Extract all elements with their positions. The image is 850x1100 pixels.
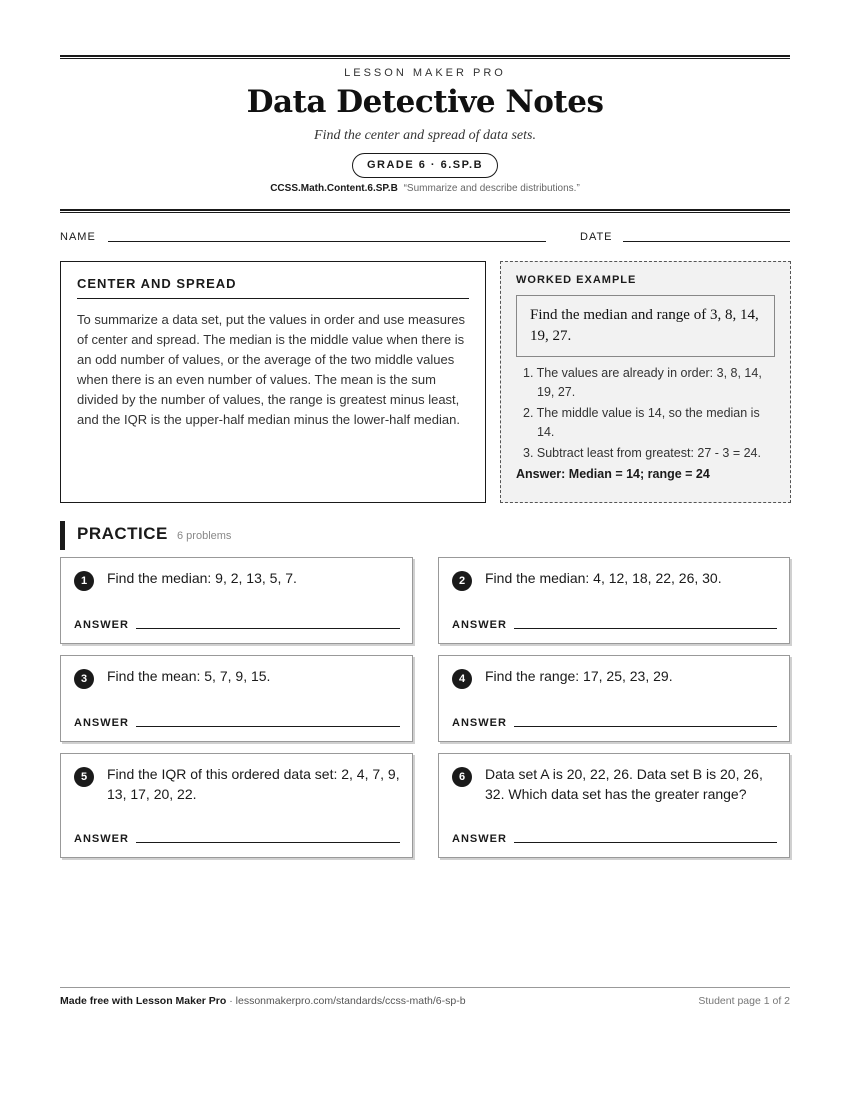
problem-prompt: Find the IQR of this ordered data set: 2, 4, 7, 9, 13, 17, 20, 22. [107,766,400,802]
problem-card-6 [438,753,790,858]
header-bottom-rule [60,209,790,213]
answer-field[interactable] [136,842,400,843]
date-label: DATE [580,231,613,243]
standard-line [0,183,850,194]
problem-prompt: Find the median: 4, 12, 18, 22, 26, 30. [485,570,722,586]
problem-number: 2 [452,571,472,591]
worked-example-steps [516,364,775,463]
problem-prompt: Find the median: 9, 2, 13, 5, 7. [107,570,297,586]
page-subtitle: Find the center and spread of data sets. [314,128,536,143]
worked-example-step: 2. The middle value is 14, so the median is 14. [523,406,760,439]
answer-label: ANSWER [452,833,507,845]
page-title: Data Detective Notes [246,84,604,120]
worked-example-answer: Answer: Median = 14; range = 24 [516,467,710,481]
date-field[interactable] [623,241,790,242]
name-field[interactable] [108,241,546,242]
footer-url[interactable]: · lessonmakerpro.com/standards/ccss-math/6-sp-b [229,995,466,1007]
concept-box [60,261,486,503]
answer-label: ANSWER [452,717,507,729]
problem-card-1 [60,557,413,644]
footer-page-number: Student page 1 of 2 [698,995,790,1007]
problem-card-2 [438,557,790,644]
footer-made-with: Made free with Lesson Maker Pro [60,995,227,1007]
problem-card-3 [60,655,413,742]
worked-example-box [500,261,791,503]
answer-field[interactable] [514,842,777,843]
top-rule [60,55,790,59]
concept-title: CENTER AND SPREAD [77,276,469,299]
practice-accent-bar [60,521,65,550]
grade-badge: GRADE 6 · 6.SP.B [352,153,498,178]
problem-number: 4 [452,669,472,689]
standard-quote: “Summarize and describe distributions.” [403,183,580,194]
practice-count: 6 problems [177,530,232,542]
problem-card-5 [60,753,413,858]
answer-field[interactable] [514,726,777,727]
answer-label: ANSWER [452,619,507,631]
answer-label: ANSWER [74,833,129,845]
answer-field[interactable] [136,628,400,629]
worked-example-step: 3. Subtract least from greatest: 27 - 3 = 24. [523,446,761,460]
footer-credit [60,995,466,1007]
answer-label: ANSWER [74,717,129,729]
answer-field[interactable] [136,726,400,727]
problem-prompt: Data set A is 20, 22, 26. Data set B is 20, 26, 32. Which data set has the greater range? [485,766,763,802]
brand-name: LESSON MAKER PRO [344,67,506,79]
problem-number: 6 [452,767,472,787]
problem-card-4 [438,655,790,742]
answer-field[interactable] [514,628,777,629]
standard-code: CCSS.Math.Content.6.SP.B [270,183,398,194]
problem-number: 5 [74,767,94,787]
problem-prompt: Find the range: 17, 25, 23, 29. [485,668,673,684]
worked-example-problem: Find the median and range of 3, 8, 14, 19, 27. [516,295,775,357]
concept-body: To summarize a data set, put the values in order and use measures of center and spread. The median is the middle value when there is an odd number of values, or the average of the two middle values when there is an even number of values. The mean is the sum divided by the number of values, the range is greatest minus least, and the IQR is the upper-half median minus the lower-half median. [77,312,466,427]
problem-number: 3 [74,669,94,689]
practice-title: PRACTICE [77,524,168,543]
footer-rule [60,987,790,988]
problem-number: 1 [74,571,94,591]
worked-example-title: WORKED EXAMPLE [516,274,637,286]
name-label: NAME [60,231,96,243]
answer-label: ANSWER [74,619,129,631]
problem-prompt: Find the mean: 5, 7, 9, 15. [107,668,271,684]
worked-example-step: 1. The values are already in order: 3, 8, 14, 19, 27. [523,366,762,399]
